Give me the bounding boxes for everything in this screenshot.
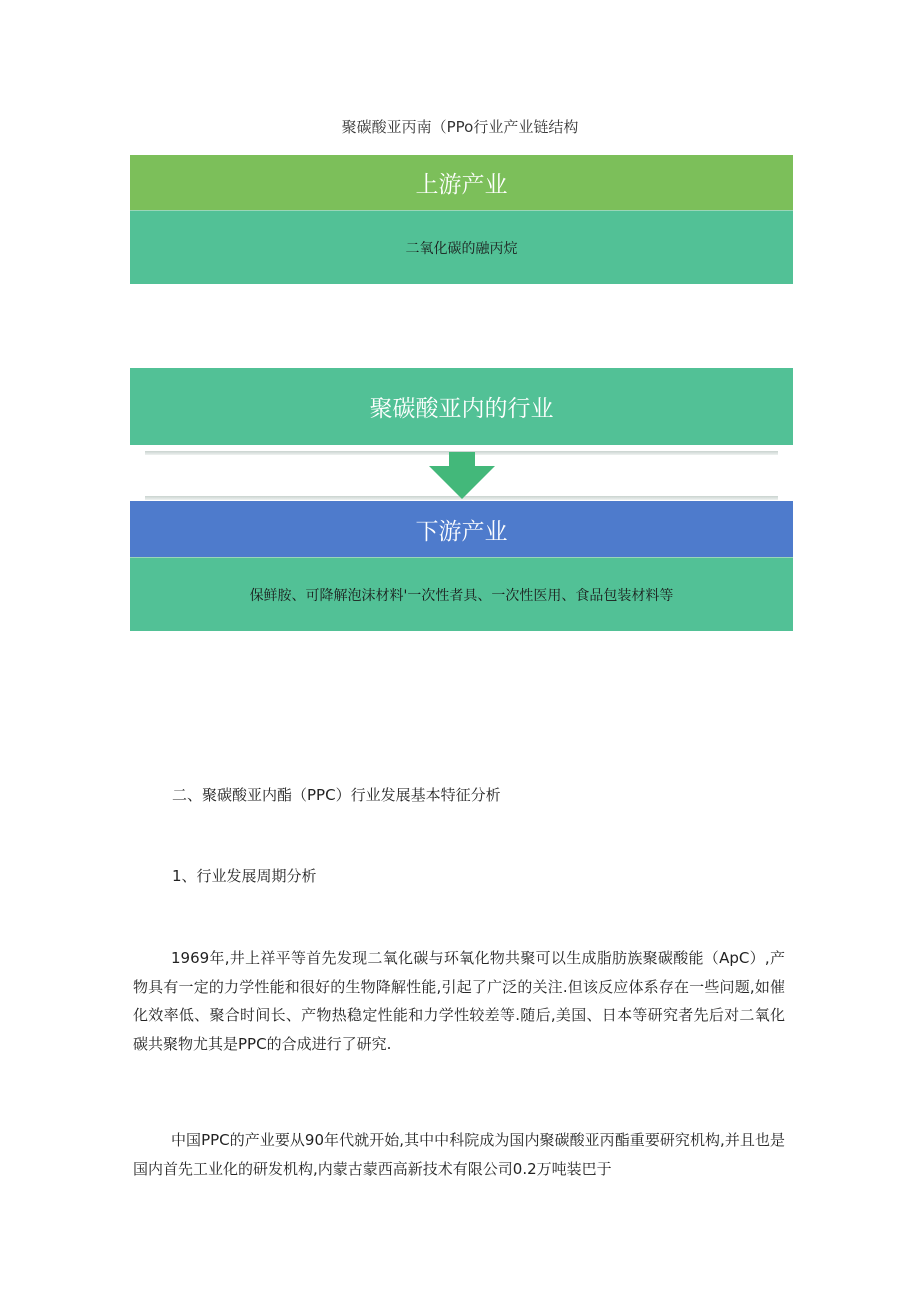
downstream-header xyxy=(130,501,793,557)
paragraph-text: 1969年,井上祥平等首先发现二氧化碳与环氧化物共聚可以生成脂肪族聚碳酸能（ApC）,产物具有一定的力学性能和很好的生物降解性能,引起了广泛的关注.但该反应体系存在一些问题,如催化效率低、聚合时间长、产物热稳定性能和力学性较差等.随后,美国、日本等研究者先后对二氧化碳共聚物尤其是PPC的合成进行了研究. xyxy=(133,949,785,1053)
industry-label: 聚碳酸亚内的行业 xyxy=(369,396,554,422)
diagram-title: 聚碳酸亚丙南（PPo行业产业链结构 xyxy=(341,118,579,136)
industry-header xyxy=(130,368,793,445)
downstream-label: 下游产业 xyxy=(415,518,508,545)
paragraph-history xyxy=(133,944,785,1058)
upstream-content-box xyxy=(130,210,793,284)
paragraph-text: 中国PPC的产业要从90年代就开始,其中中科院成为国内聚碳酸亚丙酯重要研究机构,并且也是国内首先工业化的研发机构,内蒙古蒙西高新技术有限公司0.2万吨装巴于 xyxy=(133,1131,785,1178)
downstream-content-box xyxy=(130,557,793,631)
subsection-heading: 1、行业发展周期分析 xyxy=(172,867,317,885)
section-heading: 二、聚碳酸亚内酯（PPC）行业发展基本特征分析 xyxy=(172,786,501,804)
upstream-header xyxy=(130,155,793,210)
upstream-label: 上游产业 xyxy=(415,172,508,198)
paragraph-china xyxy=(133,1126,785,1183)
down-arrow-icon xyxy=(427,452,497,500)
upstream-content: 二氧化碳的融丙烷 xyxy=(405,240,518,257)
downstream-content: 保鲜胺、可降解泡沫材料'一次性者具、一次性医用、食品包装材料等 xyxy=(249,587,674,604)
